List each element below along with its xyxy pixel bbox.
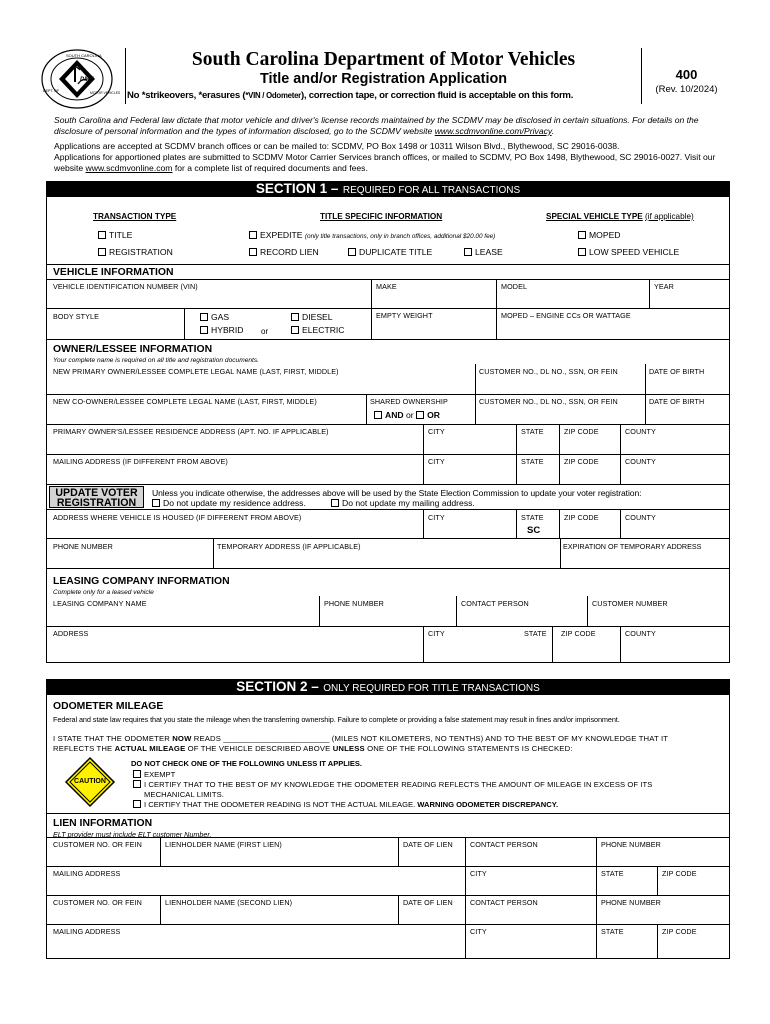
section1-bar: SECTION 1 – REQUIRED FOR ALL TRANSACTIONS bbox=[46, 181, 730, 197]
website-link[interactable]: www.scdmvonline.com bbox=[85, 163, 173, 173]
rule bbox=[46, 626, 730, 627]
excess-mileage-text-2: MECHANICAL LIMITS. bbox=[144, 790, 224, 799]
rule bbox=[657, 866, 658, 895]
rule bbox=[465, 895, 466, 959]
or-text: or bbox=[261, 327, 269, 336]
rule bbox=[46, 924, 730, 925]
lien2-city-label: CITY bbox=[470, 927, 487, 936]
privacy-link[interactable]: www.scdmvonline.com/Privacy bbox=[434, 126, 552, 136]
temp-expiration-label: EXPIRATION OF TEMPORARY ADDRESS bbox=[563, 542, 702, 551]
moped-checkbox[interactable]: MOPED bbox=[578, 230, 621, 240]
no-residence-update-checkbox[interactable]: Do not update my residence address. bbox=[152, 498, 306, 508]
rule bbox=[371, 279, 372, 308]
form-title: Title and/or Registration Application bbox=[259, 71, 508, 87]
vin-label: VEHICLE IDENTIFICATION NUMBER (VIN) bbox=[53, 282, 198, 291]
gas-checkbox[interactable]: GAS bbox=[200, 312, 229, 322]
rule bbox=[620, 509, 621, 538]
leasing-info-heading: LEASING COMPANY INFORMATION bbox=[53, 576, 230, 587]
rule bbox=[160, 895, 161, 924]
lien1-contact-label: CONTACT PERSON bbox=[470, 840, 538, 849]
co-owner-name-label: NEW CO-OWNER/LESSEE COMPLETE LEGAL NAME (LAST, FIRST, MIDDLE) bbox=[53, 397, 317, 406]
rule bbox=[46, 509, 730, 510]
lease-checkbox[interactable]: LEASE bbox=[464, 247, 503, 257]
rule bbox=[398, 837, 399, 866]
rule bbox=[587, 596, 588, 626]
rule bbox=[398, 895, 399, 924]
housed-zip-label: ZIP CODE bbox=[564, 513, 599, 522]
owner-info-heading: OWNER/LESSEE INFORMATION bbox=[53, 344, 213, 355]
shared-ownership-options: AND or OR bbox=[374, 410, 440, 420]
model-label: MODEL bbox=[501, 282, 528, 291]
lien1-state-label: STATE bbox=[601, 869, 624, 878]
svg-text:SOUTH CAROLINA: SOUTH CAROLINA bbox=[66, 53, 102, 58]
transaction-type-heading: TRANSACTION TYPE bbox=[93, 212, 177, 221]
svg-text:DEPT. OF: DEPT. OF bbox=[43, 89, 60, 93]
rule bbox=[657, 924, 658, 959]
odometer-statement-1: I STATE THAT THE ODOMETER NOW READS ________________________ (MILES NOT KILOMETERS, NO TENTHS) AND TO THE BEST OF MY KNOWLEDGE THAT IT bbox=[53, 734, 669, 743]
moped-engine-label: MOPED – ENGINE CCs OR WATTAGE bbox=[501, 311, 631, 320]
rule bbox=[319, 596, 320, 626]
leasing-note: Complete only for a leased vehicle bbox=[53, 589, 154, 596]
form-number: 400 bbox=[675, 67, 698, 82]
special-vehicle-heading: SPECIAL VEHICLE TYPE (if applicable) bbox=[546, 212, 694, 221]
hybrid-checkbox[interactable]: HYBRID bbox=[200, 325, 243, 335]
lien2-contact-label: CONTACT PERSON bbox=[470, 898, 538, 907]
record-lien-checkbox[interactable]: RECORD LIEN bbox=[249, 247, 319, 257]
leasing-name-label: LEASING COMPANY NAME bbox=[53, 599, 147, 608]
rule bbox=[46, 339, 730, 340]
rule bbox=[46, 279, 730, 280]
rule bbox=[559, 509, 560, 538]
lien2-phone-label: PHONE NUMBER bbox=[601, 898, 661, 907]
leasing-contact-label: CONTACT PERSON bbox=[461, 599, 529, 608]
no-mailing-update-checkbox[interactable]: Do not update my mailing address. bbox=[331, 498, 475, 508]
temp-address-label: TEMPORARY ADDRESS (IF APPLICABLE) bbox=[217, 542, 361, 551]
rule bbox=[46, 264, 730, 265]
rule bbox=[46, 424, 730, 425]
rule bbox=[46, 394, 730, 395]
lien1-mailing-label: MAILING ADDRESS bbox=[53, 869, 121, 878]
co-owner-dob-label: DATE OF BIRTH bbox=[649, 397, 705, 406]
rule bbox=[649, 279, 650, 308]
co-owner-customer-no-label: CUSTOMER NO., DL NO., SSN, OR FEIN bbox=[479, 397, 618, 406]
exempt-checkbox[interactable]: EXEMPT bbox=[133, 770, 175, 779]
rule bbox=[423, 509, 424, 538]
odometer-statement-2: REFLECTS THE ACTUAL MILEAGE OF THE VEHICLE DESCRIBED ABOVE UNLESS ONE OF THE FOLLOWING STATEMENTS IS CHECKED: bbox=[53, 744, 573, 753]
svg-text:DMV: DMV bbox=[80, 77, 94, 83]
vehicle-info-heading: VEHICLE INFORMATION bbox=[53, 267, 174, 278]
rule bbox=[596, 895, 597, 959]
empty-weight-label: EMPTY WEIGHT bbox=[376, 311, 433, 320]
title-specific-heading: TITLE SPECIFIC INFORMATION bbox=[320, 212, 443, 221]
rule bbox=[516, 509, 517, 538]
mailing-zip-label: ZIP CODE bbox=[564, 457, 599, 466]
make-label: MAKE bbox=[376, 282, 397, 291]
lien1-holder-label: LIENHOLDER NAME (FIRST LIEN) bbox=[165, 840, 282, 849]
lien1-customer-label: CUSTOMER NO. OR FEIN bbox=[53, 840, 142, 849]
form-revision: (Rev. 10/2024) bbox=[655, 84, 718, 95]
rule bbox=[46, 308, 730, 309]
low-speed-vehicle-checkbox[interactable]: LOW SPEED VEHICLE bbox=[578, 247, 679, 257]
update-voter-label: UPDATE VOTER REGISTRATION bbox=[49, 486, 144, 508]
rule bbox=[184, 308, 185, 339]
rule bbox=[423, 626, 424, 663]
owner-name-note: Your complete name is required on all title and registration documents. bbox=[53, 357, 259, 364]
do-not-check-note: DO NOT CHECK ONE OF THE FOLLOWING UNLESS IT APPLIES. bbox=[131, 759, 362, 768]
mailing-city-label: CITY bbox=[428, 457, 445, 466]
vehicle-housed-label: ADDRESS WHERE VEHICLE IS HOUSED (IF DIFFERENT FROM ABOVE) bbox=[53, 513, 302, 522]
rule bbox=[46, 813, 730, 814]
rule bbox=[366, 394, 367, 424]
leasing-state-label: STATE bbox=[524, 629, 547, 638]
mailing-state-label: STATE bbox=[521, 457, 544, 466]
lien1-city-label: CITY bbox=[470, 869, 487, 878]
lien2-state-label: STATE bbox=[601, 927, 624, 936]
rule bbox=[160, 837, 161, 866]
electric-checkbox[interactable]: ELECTRIC bbox=[291, 325, 345, 335]
lien-info-heading: LIEN INFORMATION bbox=[53, 818, 153, 829]
mailing-paragraph: Applications are accepted at SCDMV branch offices or can be mailed to: SCDMV, PO Box 1498 or 10311 Wilson Blvd., Blythewood, SC 29016-0038. bbox=[54, 141, 620, 151]
housed-county-label: COUNTY bbox=[625, 513, 656, 522]
leasing-customer-label: CUSTOMER NUMBER bbox=[592, 599, 668, 608]
lien1-zip-label: ZIP CODE bbox=[662, 869, 697, 878]
residence-zip-label: ZIP CODE bbox=[564, 427, 599, 436]
dob-label: DATE OF BIRTH bbox=[649, 367, 705, 376]
rule bbox=[46, 866, 730, 867]
rule bbox=[552, 626, 553, 663]
strikeover-warning: No *strikeovers, *erasures (*VIN / Odometer), correction tape, or correction fluid is acceptable on this form. bbox=[127, 90, 574, 101]
and-checkbox[interactable] bbox=[374, 411, 382, 419]
body-style-label: BODY STYLE bbox=[53, 312, 100, 321]
registration-checkbox[interactable]: REGISTRATION bbox=[98, 247, 173, 257]
rule bbox=[620, 626, 621, 663]
rule bbox=[46, 837, 730, 838]
rule bbox=[213, 538, 214, 568]
lien2-date-label: DATE OF LIEN bbox=[403, 898, 453, 907]
lien1-date-label: DATE OF LIEN bbox=[403, 840, 453, 849]
lien1-phone-label: PHONE NUMBER bbox=[601, 840, 661, 849]
lien2-customer-label: CUSTOMER NO. OR FEIN bbox=[53, 898, 142, 907]
lien2-holder-label: LIENHOLDER NAME (SECOND LIEN) bbox=[165, 898, 293, 907]
housed-state-value: SC bbox=[527, 525, 541, 536]
rule bbox=[560, 538, 561, 568]
rule bbox=[46, 895, 730, 896]
residence-state-label: STATE bbox=[521, 427, 544, 436]
shared-ownership-label: SHARED OWNERSHIP bbox=[370, 397, 448, 406]
lien2-mailing-label: MAILING ADDRESS bbox=[53, 927, 121, 936]
rule bbox=[46, 484, 730, 485]
agency-name: South Carolina Department of Motor Vehicles bbox=[191, 49, 576, 70]
mailing-county-label: COUNTY bbox=[625, 457, 656, 466]
odometer-heading: ODOMETER MILEAGE bbox=[53, 701, 164, 712]
rule bbox=[46, 538, 730, 539]
residence-address-label: PRIMARY OWNER'S/LESSEE RESIDENCE ADDRESS (APT. NO. IF APPLICABLE) bbox=[53, 427, 329, 436]
scdmv-seal-icon bbox=[40, 48, 121, 110]
leasing-city-label: CITY bbox=[428, 629, 445, 638]
voter-registration-text: Unless you indicate otherwise, the addresses above will be used by the State Election Commission to update your voter registration: bbox=[152, 488, 642, 498]
housed-city-label: CITY bbox=[428, 513, 445, 522]
rule bbox=[496, 279, 497, 339]
rule bbox=[371, 308, 372, 339]
leasing-county-label: COUNTY bbox=[625, 629, 656, 638]
or-checkbox[interactable] bbox=[416, 411, 424, 419]
apportioned-paragraph: Applications for apportioned plates are submitted to SCDMV Motor Carrier Services branch offices, or mailed to SCDMV, PO Box 1498, Blythewood, SC 29016-0027. Visit our website www.scdmvonline.com for a complete list of required documents and fees. bbox=[54, 152, 716, 173]
section2-bar: SECTION 2 – ONLY REQUIRED FOR TITLE TRANSACTIONS bbox=[46, 679, 730, 695]
rule bbox=[456, 596, 457, 626]
not-actual-mileage-checkbox[interactable]: I CERTIFY THAT THE ODOMETER READING IS NOT THE ACTUAL MILEAGE. WARNING ODOMETER DISCREPANCY. bbox=[133, 800, 558, 809]
elt-note: ELT provider must include ELT customer Number. bbox=[53, 830, 212, 839]
mailing-address-label: MAILING ADDRESS (IF DIFFERENT FROM ABOVE) bbox=[53, 457, 228, 466]
expedite-checkbox[interactable]: EXPEDITE (only title transactions, only in branch offices, additional $20.00 fee) bbox=[249, 230, 495, 240]
rule bbox=[46, 454, 730, 455]
rule bbox=[46, 568, 730, 569]
header-divider-right bbox=[641, 48, 642, 104]
diesel-checkbox[interactable]: DIESEL bbox=[291, 312, 333, 322]
residence-city-label: CITY bbox=[428, 427, 445, 436]
primary-owner-name-label: NEW PRIMARY OWNER/LESSEE COMPLETE LEGAL NAME (LAST, FIRST, MIDDLE) bbox=[53, 367, 339, 376]
odometer-law-text: Federal and state law requires that you state the mileage when the transferring ownership. Failure to complete or providing a false statement may result in fines and/or imprisonment. bbox=[53, 715, 620, 724]
title-checkbox[interactable]: TITLE bbox=[98, 230, 132, 240]
leasing-zip-label: ZIP CODE bbox=[561, 629, 596, 638]
disclosure-paragraph: South Carolina and Federal law dictate that motor vehicle and driver's license records maintained by the SCDMV may be disclosed in certain situations. For details on the disclosure of personal information and the types of information disclosed, go to the SCDMV website www.scdmvonline.com/Privacy. bbox=[54, 115, 699, 136]
svg-text:MOTOR VEHICLES: MOTOR VEHICLES bbox=[90, 91, 121, 95]
residence-county-label: COUNTY bbox=[625, 427, 656, 436]
housed-state-label: STATE bbox=[521, 513, 544, 522]
leasing-address-label: ADDRESS bbox=[53, 629, 89, 638]
caution-sign-label: CAUTION bbox=[74, 778, 106, 785]
year-label: YEAR bbox=[654, 282, 674, 291]
phone-label: PHONE NUMBER bbox=[53, 542, 113, 551]
leasing-phone-label: PHONE NUMBER bbox=[324, 599, 384, 608]
customer-no-label: CUSTOMER NO., DL NO., SSN, OR FEIN bbox=[479, 367, 618, 376]
duplicate-title-checkbox[interactable]: DUPLICATE TITLE bbox=[348, 247, 432, 257]
excess-mileage-checkbox[interactable]: I CERTIFY THAT TO THE BEST OF MY KNOWLEDGE THE ODOMETER READING REFLECTS THE AMOUNT OF MILEAGE IN EXCESS OF ITS bbox=[133, 780, 652, 789]
lien2-zip-label: ZIP CODE bbox=[662, 927, 697, 936]
